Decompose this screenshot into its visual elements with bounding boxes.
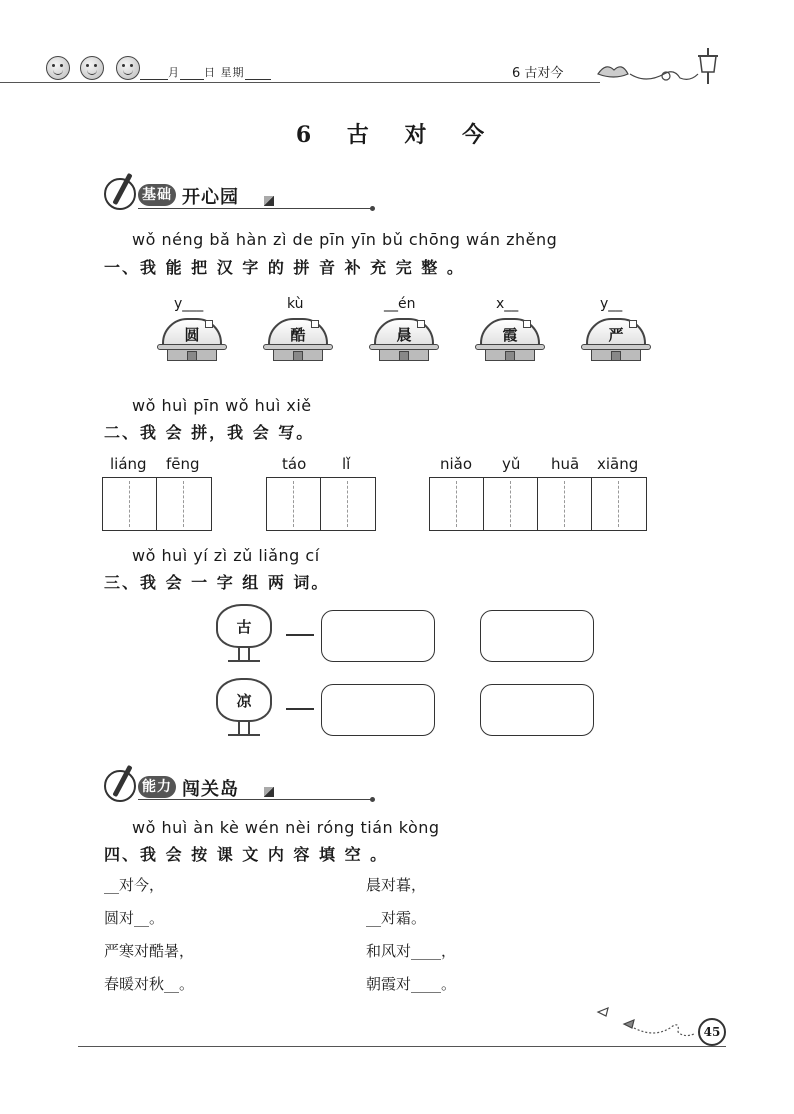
fill-blank-line[interactable]: __对霜。 (366, 909, 427, 927)
house-icon (157, 318, 227, 362)
writing-grid[interactable] (266, 477, 376, 531)
answer-box[interactable] (480, 610, 594, 662)
smiley-face-icon (116, 56, 140, 80)
answer-box[interactable] (480, 684, 594, 736)
tree-icon (214, 678, 274, 738)
q2-prompt: 二、我 会 拼，我 会 写。 (104, 423, 315, 442)
house-icon (263, 318, 333, 362)
q1-pinyin: wǒ néng bǎ hàn zì de pīn yīn bǔ chōng wán zhěng (132, 230, 558, 249)
grid-pinyin: liáng (110, 455, 147, 473)
section-title: 开心园 (182, 187, 239, 208)
section-rule (138, 208, 372, 209)
lesson-reference: 6 古对今 (512, 66, 564, 81)
house-character: 霞 (502, 326, 518, 344)
date-field (140, 64, 271, 80)
grid-pinyin: huā (551, 455, 580, 473)
butterfly-lamp-decoration-icon (594, 44, 728, 88)
rule-dot-icon (370, 797, 375, 802)
answer-box[interactable] (321, 684, 435, 736)
tree-character: 凉 (236, 692, 252, 710)
bird-trail-decoration-icon (594, 1002, 698, 1044)
grid-cell[interactable] (592, 478, 646, 530)
house-character: 晨 (396, 326, 412, 344)
day-label: 日 (204, 66, 216, 79)
grid-cell[interactable] (157, 478, 211, 530)
page-number: 45 (698, 1018, 726, 1046)
fill-blank-line: 晨对暮， (366, 876, 427, 894)
house-character: 圆 (184, 326, 200, 344)
weekday-label: 星期 (220, 66, 245, 79)
square-marker-icon (264, 787, 274, 797)
header-rule (0, 82, 600, 83)
fill-blank-line[interactable]: 和风对____， (366, 942, 457, 960)
house-icon (581, 318, 651, 362)
grid-cell[interactable] (267, 478, 321, 530)
section-rule (138, 799, 372, 800)
connector-dash (286, 708, 314, 710)
smiley-face-icon (80, 56, 104, 80)
grid-pinyin: fēng (166, 455, 200, 473)
grid-cell[interactable] (538, 478, 592, 530)
grid-pinyin: táo (282, 455, 307, 473)
grid-cell[interactable] (103, 478, 157, 530)
writing-grid[interactable] (102, 477, 212, 531)
grid-cell[interactable] (321, 478, 375, 530)
fill-blank-line[interactable]: 春暖对秋__。 (104, 975, 195, 993)
tree-character: 古 (236, 618, 252, 636)
grid-cell[interactable] (484, 478, 538, 530)
grid-cell[interactable] (430, 478, 484, 530)
house-character: 严 (608, 326, 624, 344)
grid-pinyin: xiāng (597, 455, 639, 473)
grid-pinyin: lǐ (342, 455, 351, 473)
q2-pinyin: wǒ huì pīn wǒ huì xiě (132, 396, 312, 415)
q4-pinyin: wǒ huì àn kè wén nèi róng tián kòng (132, 818, 440, 837)
smiley-face-icon (46, 56, 70, 80)
section-title: 闯关岛 (182, 779, 239, 800)
writing-grid[interactable] (429, 477, 647, 531)
square-marker-icon (264, 196, 274, 206)
house-icon (475, 318, 545, 362)
house-pinyin: y__ (600, 296, 623, 312)
page-title: 6 古 对 今 (295, 122, 499, 148)
q3-pinyin: wǒ huì yí zì zǔ liǎng cí (132, 546, 320, 565)
footer-rule (78, 1046, 726, 1047)
tree-icon (214, 604, 274, 664)
grid-pinyin: yǔ (502, 455, 521, 473)
house-icon (369, 318, 439, 362)
house-character: 酷 (290, 326, 306, 344)
section-badge: 能力 (138, 776, 176, 798)
house-pinyin: x__ (496, 296, 519, 312)
q3-prompt: 三、我 会 一 字 组 两 词。 (104, 573, 330, 592)
fill-blank-line: 严寒对酷暑， (104, 942, 195, 960)
connector-dash (286, 634, 314, 636)
house-pinyin: kù (287, 296, 304, 312)
house-pinyin: y___ (174, 296, 204, 312)
q1-prompt: 一、我 能 把 汉 字 的 拼 音 补 充 完 整 。 (104, 258, 465, 277)
grid-pinyin: niǎo (440, 455, 473, 473)
fill-blank-line[interactable]: 朝霞对____。 (366, 975, 457, 993)
rule-dot-icon (370, 206, 375, 211)
house-pinyin: __én (384, 296, 416, 312)
fill-blank-line[interactable]: __对今， (104, 876, 165, 894)
fill-blank-line[interactable]: 圆对__。 (104, 909, 165, 927)
answer-box[interactable] (321, 610, 435, 662)
q4-prompt: 四、我 会 按 课 文 内 容 填 空 。 (104, 845, 389, 864)
month-label: 月 (168, 66, 180, 79)
section-badge: 基础 (138, 184, 176, 206)
